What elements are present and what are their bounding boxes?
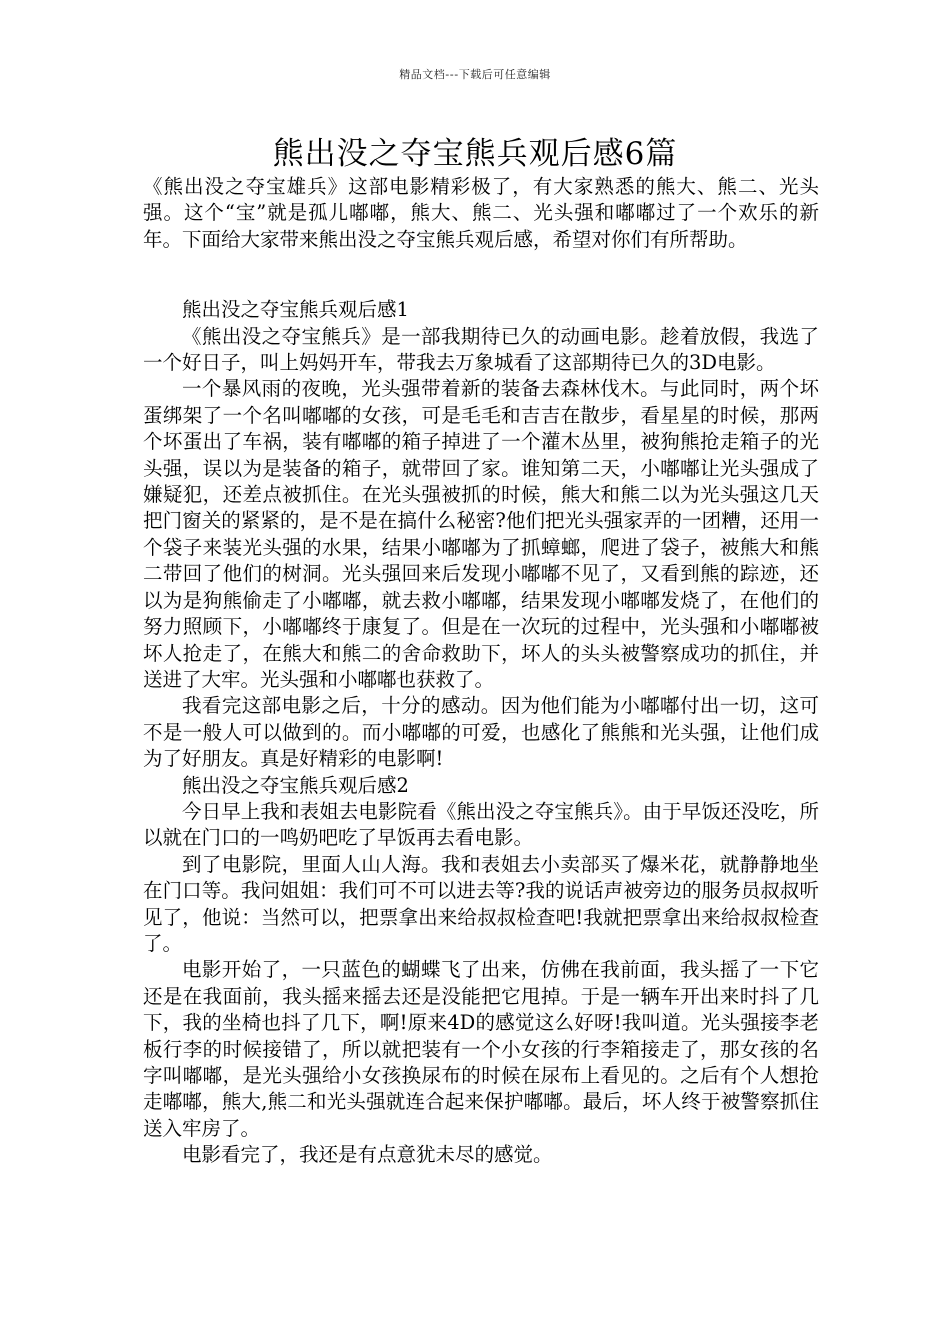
body-paragraph: 电影开始了，一只蓝色的蝴蝶飞了出来，仿佛在我前面，我头摇了一下它还是在我面前，我头摇来摇去还是没能把它甩掉。于是一辆车开出来时抖了几下，我的坐椅也抖了几下，啊!原来4D的感觉这么好呀!我叫道。光头强接李老板行李的时候接错了，所以就把装有一个小女孩的行李箱接走了，那女孩的名字叫嘟嘟，是光头强给小女孩换尿布的时候在尿布上看见的。之后有个人想抢走嘟嘟，熊大,熊二和光头强就连合起来保护嘟嘟。最后，坏人终于被警察抓住送入牢房了。 bbox=[143, 958, 819, 1140]
paragraph-gap bbox=[143, 253, 819, 297]
page-header-note: 精品文档---下载后可任意编辑 bbox=[399, 68, 551, 81]
document-body bbox=[143, 174, 819, 1169]
body-paragraph: 电影看完了，我还是有点意犹未尽的感觉。 bbox=[182, 1143, 553, 1167]
body-paragraph: 《熊出没之夺宝熊兵》是一部我期待已久的动画电影。趁着放假，我选了一个好日子，叫上妈妈开车，带我去万象城看了这部期待已久的3D电影。 bbox=[143, 324, 819, 375]
body-paragraph: 一个暴风雨的夜晚，光头强带着新的装备去森林伐木。与此同时，两个坏蛋绑架了一个名叫嘟嘟的女孩，可是毛毛和吉吉在散步，看星星的时候，那两个坏蛋出了车祸，装有嘟嘟的箱子掉进了一个灌木丛里，被狗熊抢走箱子的光头强，误以为是装备的箱子，就带回了家。谁知第二天，小嘟嘟让光头强成了嫌疑犯，还差点被抓住。在光头强被抓的时候，熊大和熊二以为光头强这几天把门窗关的紧紧的，是不是在搞什么秘密?他们把光头强家弄的一团糟，还用一个袋子来装光头强的水果，结果小嘟嘟为了抓蟑螂，爬进了袋子，被熊大和熊二带回了他们的树洞。光头强回来后发现小嘟嘟不见了，又看到熊的踪迹，还以为是狗熊偷走了小嘟嘟，就去救小嘟嘟，结果发现小嘟嘟发烧了，在他们的努力照顾下，小嘟嘟终于康复了。但是在一次玩的过程中，光头强和小嘟嘟被坏人抢走了，在熊大和熊二的舍命救助下，坏人的头头被警察成功的抓住，并送进了大牢。光头强和小嘟嘟也获救了。 bbox=[143, 377, 819, 691]
section-heading: 熊出没之夺宝熊兵观后感1 bbox=[182, 298, 409, 322]
section-heading: 熊出没之夺宝熊兵观后感2 bbox=[182, 773, 409, 797]
body-paragraph: 我看完这部电影之后，十分的感动。因为他们能为小嘟嘟付出一切，这可不是一般人可以做到的。而小嘟嘟的可爱，也感化了熊熊和光头强，让他们成为了好朋友。真是好精彩的电影啊! bbox=[143, 694, 819, 771]
body-paragraph: 今日早上我和表姐去电影院看《熊出没之夺宝熊兵》。由于早饭还没吃，所以就在门口的一鸣奶吧吃了早饭再去看电影。 bbox=[143, 799, 819, 850]
body-paragraph: 到了电影院，里面人山人海。我和表姐去小卖部买了爆米花，就静静地坐在门口等。我问姐姐：我们可不可以进去等?我的说话声被旁边的服务员叔叔听见了，他说：当然可以，把票拿出来给叔叔检查吧!我就把票拿出来给叔叔检查了。 bbox=[143, 852, 819, 955]
document-title: 熊出没之夺宝熊兵观后感6篇 bbox=[272, 136, 678, 172]
intro-paragraph: 《熊出没之夺宝雄兵》这部电影精彩极了，有大家熟悉的熊大、熊二、光头强。这个“宝”就是孤儿嘟嘟，熊大、熊二、光头强和嘟嘟过了一个欢乐的新年。下面给大家带来熊出没之夺宝熊兵观后感，希望对你们有所帮助。 bbox=[143, 175, 819, 251]
